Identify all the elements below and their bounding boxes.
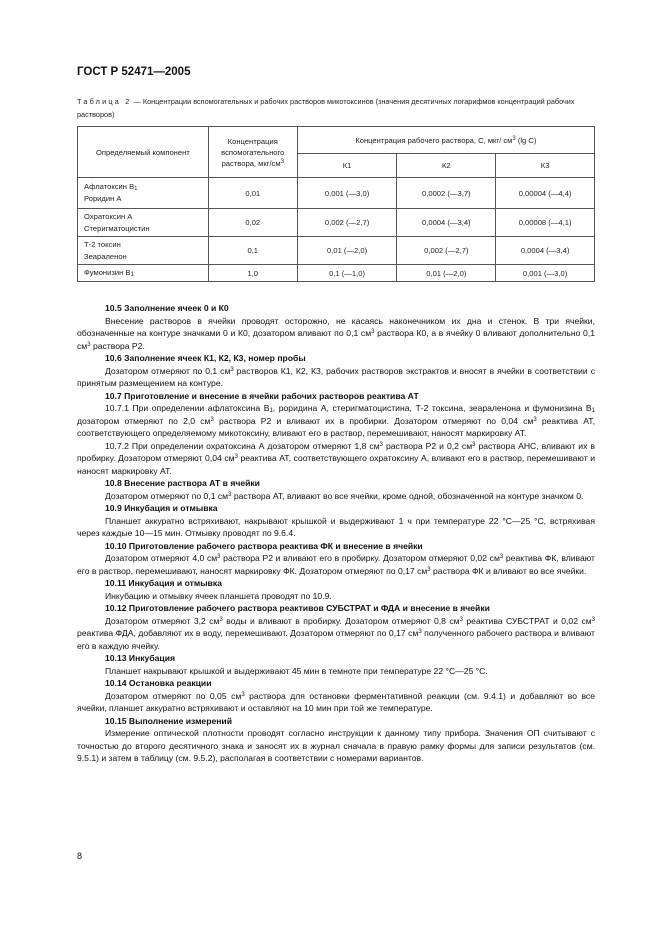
section-heading: 10.10 Приготовление рабочего раствора реактива ФК и внесение в ячейки	[105, 540, 423, 551]
k3-value: 0,00008 (—4,1)	[496, 209, 595, 237]
paragraph: 10.7.1 При определении афлатоксина $В_1$, роридина А, стеригматоцистина, Т-2 токсина, зеараленона и фумонизина $В_1$ дозатором отмеряют по 2,0 $см^3$ раствора Р2 и вливают их в пробирки. Дозатором отмеряют по 0,04 $см^3$ реактива АТ, соответствующего определяемому микотоксину, вливают его в раствор, перемешивают, наносят маркировку АТ.	[77, 403, 595, 438]
header-k3: К3	[496, 154, 595, 178]
page-number: 8	[77, 851, 83, 861]
paragraph: Планшет аккуратно встряхивают, накрывают крышкой и выдерживают 1 ч при температуре 22 °С—25 °С, встряхивая через каждые 10—15 мин. Отмывку проводят по 9.6.4.	[77, 515, 595, 538]
aux-value: 1,0	[208, 265, 297, 282]
paragraph: Дозатором отмеряют 4,0 $см^3$ раствора Р2 и вливают его в пробирку. Дозатором отмеряют 0,02 $см^3$ реактива ФК, вливают его в раствор, перемешивают, наносят маркировку ФК. Дозатором отмеряют по 0,17 $см^3$ раствора ФК и вливают во все ячейки.	[77, 553, 595, 576]
aux-value: 0,02	[208, 209, 297, 237]
section-heading: 10.12 Приготовление рабочего раствора реактивов СУБСТРАТ и ФДА и внесение в ячейки	[105, 603, 490, 613]
paragraph: Дозатором отмеряют по 0,1 $см^3$ раствора АТ, вливают во все ячейки, кроме одной, обозначенной на контуре значком 0.	[105, 490, 584, 501]
aux-value: 0,1	[208, 237, 297, 265]
table-caption-text: — Концентрации вспомогательных и рабочих растворов микотоксинов (значения десятичных логарифмов концентраций рабочих растворов)	[77, 97, 575, 119]
k2-value: 0,0002 (—3,7)	[397, 178, 496, 209]
k2-value: 0,0004 (—3,4)	[397, 209, 496, 237]
k1-value: 0,1 (—1,0)	[297, 265, 397, 282]
paragraph: Дозатором отмеряют по 0,05 $см^3$ раствора для остановки ферментативной реакции (см. 9.4.1) и добавляют во все ячейки, планшет аккуратно встряхивают и оставляют на 10 мин при той же температуре.	[77, 690, 596, 713]
section-heading: 10.6 Заполнение ячеек К1, К2, К3, номер пробы	[105, 353, 306, 363]
table-header-row	[78, 127, 595, 154]
section-heading: 10.14 Остановка реакции	[105, 678, 212, 688]
aux-value: 0,01	[208, 178, 297, 209]
header-k2: К2	[397, 154, 496, 178]
table-row	[78, 237, 595, 265]
concentration-table	[77, 126, 595, 282]
k2-value: 0,002 (—2,7)	[397, 237, 496, 265]
header-component: Определяемый компонент	[78, 127, 209, 178]
component-name: Т-2 токсин Зеараленон	[78, 237, 209, 265]
document-header-id: ГОСТ Р 52471—2005	[77, 66, 191, 78]
section-heading: 10.11 Инкубация и отмывка	[105, 578, 222, 588]
table-caption-label: Таблица 2	[77, 97, 132, 106]
component-name: Охратоксин А Стеригматоцистин	[78, 209, 209, 237]
table-row	[78, 209, 595, 237]
paragraph: Измерение оптической плотности проводят согласно инструкции к данному типу прибора. Значения ОП считывают с точностью до второго десятичного знака и заносят их в журнал сначала в правую рамку формы для записи результатов (см. 9.5.1) и затем в таблицу (см. 9.5.2), располагая в соответствии с номерами вариантов.	[77, 728, 595, 763]
body-text	[77, 302, 595, 765]
header-k1: К1	[297, 154, 397, 178]
header-aux-concentration: Концентрация вспомогательного раствора, мкг/$см^3$	[208, 127, 297, 178]
k3-value: 0,001 (—3,0)	[496, 265, 595, 282]
section-heading: 10.13 Инкубация	[105, 653, 176, 663]
table-row	[78, 265, 595, 282]
k1-value: 0,002 (—2,7)	[297, 209, 397, 237]
section-heading: 10.5 Заполнение ячеек 0 и К0	[105, 303, 229, 313]
paragraph: Внесение растворов в ячейки проводят осторожно, не касаясь наконечником их дна и стенок. В три ячейки, обозначенные на контуре значками 0 и К0, дозатором вливают по 0,1 $см^3$ раствора К0, а в ячейку 0 вливают дополнительно 0,1 $см^3$ раствора Р2.	[77, 315, 595, 351]
paragraph: Инкубацию и отмывку ячеек планшета проводят по 10.9.	[105, 590, 332, 601]
k3-value: 0,00004 (—4,4)	[496, 178, 595, 209]
table-row	[78, 178, 595, 209]
k3-value: 0,0004 (—3,4)	[496, 237, 595, 265]
k1-value: 0,01 (—2,0)	[297, 237, 397, 265]
section-heading: 10.8 Внесение раствора АТ в ячейки	[105, 478, 260, 488]
paragraph: 10.7.2 При определении охратоксина А дозатором отмеряют 1,8 $см^3$ раствора Р2 и 0,2 $см^3$ раствора АНС, вливают их в пробирку. Дозатором отмеряют 0,04 $см^3$ реактива АТ, соответствующего охратоксину А, вливают его в раствор, перемешивают и наносят маркировку АТ.	[77, 440, 595, 476]
k2-value: 0,01 (—2,0)	[397, 265, 496, 282]
paragraph: Дозатором отмеряют по 0,1 $см^3$ растворов К1, К2, К3, рабочих растворов экстрактов и вносят в ячейки в соответствии с принятым размещением на контуре.	[77, 365, 595, 388]
header-work-concentration: Концентрация рабочего раствора, С, мкг/ $см^3$ (lg C)	[297, 127, 594, 154]
table-caption	[77, 95, 593, 121]
section-heading: 10.15 Выполнение измерений	[105, 715, 232, 726]
paragraph: Дозатором отмеряют 3,2 $см^3$ воды и вливают в пробирку. Дозатором отмеряют 0,8 $см^3$ реактива СУБСТРАТ и 0,02 $см^3$ реактива ФДА, добавляют их в воду, перемешивают. Дозатором отмеряют по 0,17 $см^3$ полученного рабочего раствора и вливают его в каждую ячейку.	[77, 615, 595, 651]
paragraph: Планшет накрывают крышкой и выдерживают 45 мин в темноте при температуре 22 °С—25 °С.	[105, 665, 488, 676]
section-heading: 10.9 Инкубация и отмывка	[105, 503, 218, 513]
component-name: Афлатоксин $В_1$ Роридин А	[78, 178, 209, 209]
section-heading: 10.7 Приготовление и внесение в ячейки рабочих растворов реактива АТ	[105, 390, 419, 401]
k1-value: 0,001 (—3,0)	[297, 178, 397, 209]
component-name: Фумонизин $В_1$	[78, 265, 209, 282]
